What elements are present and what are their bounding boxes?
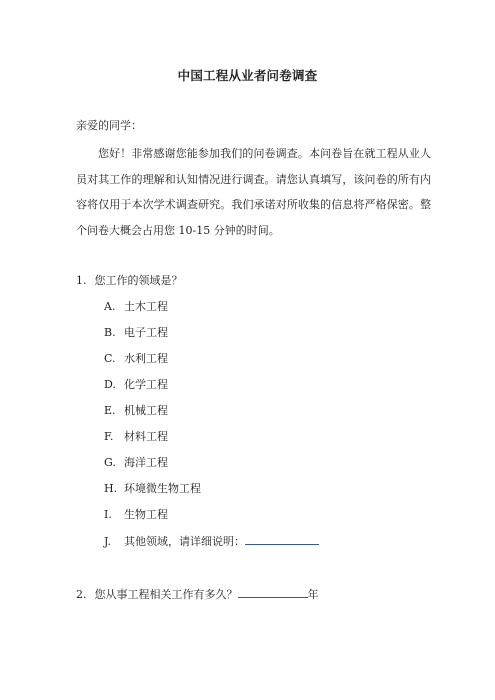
option-label: 其他领域，请详细说明： [124,535,245,548]
option-label: 环境微生物工程 [124,482,201,495]
option-label: 化学工程 [124,378,168,391]
greeting: 亲爱的同学： [76,119,142,132]
years-field-blank[interactable] [238,585,308,598]
question-number: 2. [76,588,87,601]
option-letter: D. [104,378,116,391]
question-text: 您工作的领域是？ [94,274,183,287]
question-1 [76,272,183,288]
option-f[interactable] [104,428,168,444]
option-letter: I. [104,508,112,521]
option-label: 土木工程 [124,300,168,313]
intro-paragraph: 您好！非常感谢您能参加我们的问卷调查。本问卷旨在就工程从业人员对其工作的理解和认知情况进行调查。请您认真填写，该问卷的所有内容将仅用于本次学术调查研究。我们承诺对所收集的信息将严格保密。整个问卷大概会占用您 10-15 分钟的时间。 [76,147,431,237]
option-letter: G. [104,456,116,469]
option-label: 水利工程 [124,352,168,365]
option-b[interactable] [104,324,168,340]
option-label: 机械工程 [124,404,168,417]
option-d[interactable] [104,376,168,392]
other-field-blank[interactable] [245,532,319,545]
option-letter: A. [104,300,116,313]
option-e[interactable] [104,402,168,418]
option-letter: H. [104,482,118,495]
years-unit: 年 [307,588,319,601]
option-h[interactable] [104,480,201,496]
option-c[interactable] [104,350,168,366]
option-g[interactable] [104,454,168,470]
option-a[interactable] [104,298,168,314]
option-letter: C. [104,352,116,365]
option-letter: J. [104,535,112,548]
option-label: 海洋工程 [124,456,168,469]
page-title: 中国工程从业者问卷调查 [177,68,318,83]
option-letter: F. [104,430,114,443]
option-i[interactable] [104,506,168,522]
question-2 [76,585,319,602]
option-label: 材料工程 [124,430,168,443]
question-number: 1. [76,274,87,287]
option-label: 电子工程 [124,326,168,339]
option-letter: E. [104,404,116,417]
question-text: 您从事工程相关工作有多久？ [94,588,238,601]
option-letter: B. [104,326,116,339]
option-j[interactable] [104,532,319,549]
option-label: 生物工程 [124,508,168,521]
